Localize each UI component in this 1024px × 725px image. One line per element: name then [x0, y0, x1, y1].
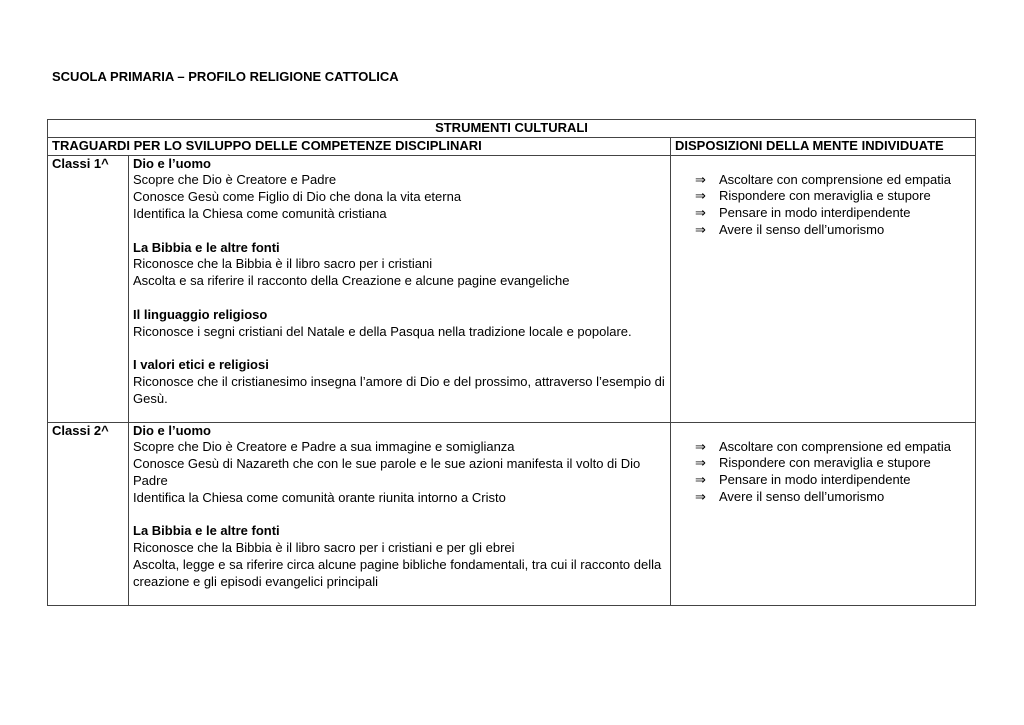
competence-line: Riconosce che il cristianesimo insegna l’amore di Dio e del prossimo, attraverso l’esempio di Gesù.: [133, 373, 665, 406]
table-row: [48, 422, 976, 605]
curriculum-table: [47, 119, 976, 606]
dispositions-list: [695, 172, 971, 239]
table-row: [48, 155, 976, 422]
competence-line: Riconosce che la Bibbia è il libro sacro per i cristiani: [133, 256, 433, 272]
implies-arrow-icon: ⇒: [695, 188, 706, 204]
table-header-row: [48, 120, 976, 138]
competence-line: Conosce Gesù come Figlio di Dio che dona la vita eterna: [133, 189, 462, 205]
list-item: [695, 472, 971, 489]
disposition-text: Ascoltare con comprensione ed empatia: [719, 438, 951, 454]
section-dio-e-luomo: [133, 156, 666, 223]
implies-arrow-icon: ⇒: [695, 171, 706, 187]
implies-arrow-icon: ⇒: [695, 438, 706, 454]
section-title: I valori etici e religiosi: [133, 357, 269, 373]
list-item: [695, 489, 971, 506]
class-label: Classi 2^: [48, 422, 129, 605]
competence-line: Scopre che Dio è Creatore e Padre: [133, 172, 337, 188]
disposition-text: Pensare in modo interdipendente: [719, 205, 911, 221]
competence-line: Riconosce che la Bibbia è il libro sacro per i cristiani e per gli ebrei: [133, 540, 515, 556]
header-strumenti-culturali: STRUMENTI CULTURALI: [48, 120, 976, 138]
disposition-text: Rispondere con meraviglia e stupore: [719, 455, 931, 471]
disposition-text: Ascoltare con comprensione ed empatia: [719, 171, 951, 187]
section-valori: [133, 357, 666, 407]
competence-line: Ascolta e sa riferire il racconto della Creazione e alcune pagine evangeliche: [133, 273, 570, 289]
competence-line: Identifica la Chiesa come comunità orante riunita intorno a Cristo: [133, 489, 506, 505]
disposition-text: Rispondere con meraviglia e stupore: [719, 188, 931, 204]
implies-arrow-icon: ⇒: [695, 205, 706, 221]
competences-cell: [129, 155, 671, 422]
competence-line: Riconosce i segni cristiani del Natale e della Pasqua nella tradizione locale e popolare.: [133, 323, 632, 339]
dispositions-cell: [671, 155, 976, 422]
header-disposizioni: DISPOSIZIONI DELLA MENTE INDIVIDUATE: [671, 137, 976, 155]
section-bibbia: [133, 240, 666, 290]
dispositions-cell: [671, 422, 976, 605]
section-title: Il linguaggio religioso: [133, 306, 268, 322]
section-title: Dio e l’uomo: [133, 422, 211, 438]
dispositions-list: [695, 439, 971, 506]
implies-arrow-icon: ⇒: [695, 472, 706, 488]
list-item: [695, 205, 971, 222]
disposition-text: Avere il senso dell’umorismo: [719, 221, 885, 237]
disposition-text: Avere il senso dell’umorismo: [719, 488, 885, 504]
class-label: Classi 1^: [48, 155, 129, 422]
competence-line: Ascolta, legge e sa riferire circa alcune pagine bibliche fondamentali, tra cui il racconto della creazione e gli episodi evangelici principali: [133, 556, 662, 589]
section-title: La Bibbia e le altre fonti: [133, 239, 280, 255]
section-dio-e-luomo: [133, 423, 666, 507]
list-item: [695, 455, 971, 472]
section-title: Dio e l’uomo: [133, 155, 211, 171]
list-item: [695, 439, 971, 456]
competences-cell: [129, 422, 671, 605]
disposition-text: Pensare in modo interdipendente: [719, 472, 911, 488]
section-linguaggio: [133, 307, 666, 341]
table-subheader-row: [48, 137, 976, 155]
page-title: SCUOLA PRIMARIA – PROFILO RELIGIONE CATTOLICA: [52, 69, 399, 84]
list-item: [695, 172, 971, 189]
list-item: [695, 188, 971, 205]
section-bibbia: [133, 523, 666, 590]
competence-line: Conosce Gesù di Nazareth che con le sue parole e le sue azioni manifesta il volto di Dio Padre: [133, 456, 641, 488]
implies-arrow-icon: ⇒: [695, 488, 706, 504]
competence-line: Identifica la Chiesa come comunità cristiana: [133, 205, 387, 221]
section-title: La Bibbia e le altre fonti: [133, 523, 280, 539]
implies-arrow-icon: ⇒: [695, 221, 706, 237]
list-item: [695, 222, 971, 239]
implies-arrow-icon: ⇒: [695, 455, 706, 471]
competence-line: Scopre che Dio è Creatore e Padre a sua immagine e somiglianza: [133, 439, 515, 455]
header-traguardi: TRAGUARDI PER LO SVILUPPO DELLE COMPETENZE DISCIPLINARI: [48, 137, 671, 155]
